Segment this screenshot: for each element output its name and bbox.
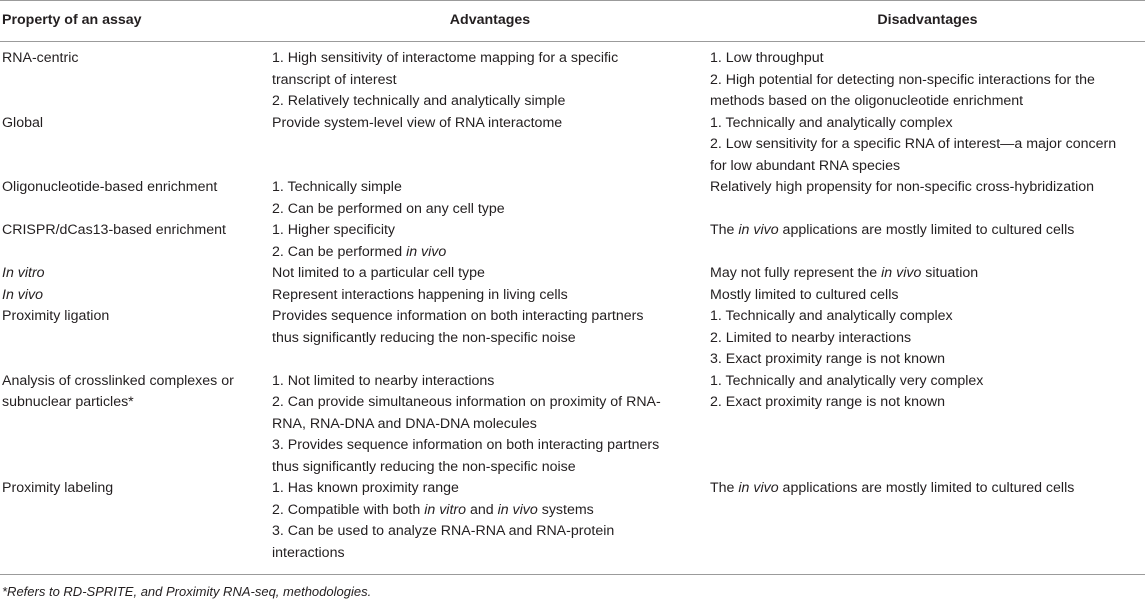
cell-line: methods based on the oligonucleotide enrichment xyxy=(710,93,1024,109)
header-property: Property of an assay xyxy=(0,1,270,42)
cell-line: Proximity ligation xyxy=(2,308,110,324)
cell-disadvantages xyxy=(708,177,1145,220)
cell-property xyxy=(0,371,270,479)
cell-line: Proximity labeling xyxy=(2,480,114,496)
cell-line: 1. High sensitivity of interactome mapping for a specific xyxy=(272,50,619,66)
cell-line: 1. Has known proximity range xyxy=(272,480,459,496)
cell-line: The in vivo applications are mostly limited to cultured cells xyxy=(710,222,1075,238)
cell-line: 1. Higher specificity xyxy=(272,222,396,238)
cell-advantages xyxy=(270,42,708,113)
cell-property xyxy=(0,42,270,113)
cell-line: for low abundant RNA species xyxy=(710,157,901,174)
cell-line: 1. Technically and analytically complex xyxy=(710,114,953,131)
cell-line: Analysis of crosslinked complexes or xyxy=(2,372,234,389)
cell-line: 2. Can be performed in vivo xyxy=(272,243,447,260)
table-footnote: *Refers to RD-SPRITE, and Proximity RNA-seq, methodologies. xyxy=(2,584,372,599)
cell-disadvantages xyxy=(708,285,1145,307)
cell-line: thus significantly reducing the non-specific noise xyxy=(272,329,576,346)
cell-disadvantages xyxy=(708,113,1145,178)
cell-property xyxy=(0,177,270,220)
cell-line: transcript of interest xyxy=(272,71,397,88)
cell-advantages xyxy=(270,263,708,285)
table-row xyxy=(0,177,1145,220)
cell-advantages xyxy=(270,220,708,263)
cell-advantages xyxy=(270,113,708,178)
cell-line: In vitro xyxy=(2,265,45,281)
cell-line: 1. Low throughput xyxy=(710,50,824,66)
cell-line: 2. High potential for detecting non-specific interactions for the xyxy=(710,71,1095,88)
header-advantages: Advantages xyxy=(270,1,708,42)
cell-line: 2. Relatively technically and analytically simple xyxy=(272,93,566,109)
cell-disadvantages xyxy=(708,263,1145,285)
cell-advantages xyxy=(270,177,708,220)
cell-line: subnuclear particles* xyxy=(2,394,134,410)
table-row xyxy=(0,113,1145,178)
header-disadvantages: Disadvantages xyxy=(708,1,1145,42)
cell-property xyxy=(0,220,270,263)
cell-property xyxy=(0,113,270,178)
table-row xyxy=(0,478,1145,575)
cell-line: Represent interactions happening in living cells xyxy=(272,286,568,303)
cell-line: The in vivo applications are mostly limited to cultured cells xyxy=(710,480,1075,496)
cell-line: Oligonucleotide-based enrichment xyxy=(2,179,218,195)
cell-property xyxy=(0,306,270,371)
cell-line: 2. Compatible with both in vitro and in vivo systems xyxy=(272,501,594,518)
cell-line: 2. Can provide simultaneous information on proximity of RNA- xyxy=(272,394,661,410)
cell-line: Provide system-level view of RNA interactome xyxy=(272,114,563,131)
cell-line: Provides sequence information on both interacting partners xyxy=(272,308,644,324)
cell-property xyxy=(0,478,270,575)
cell-line: In vivo xyxy=(2,286,44,303)
table-row xyxy=(0,220,1145,263)
cell-line: Not limited to a particular cell type xyxy=(272,265,485,281)
cell-disadvantages xyxy=(708,220,1145,263)
cell-line: May not fully represent the in vivo situation xyxy=(710,265,979,281)
cell-line: Global xyxy=(2,114,44,131)
cell-advantages xyxy=(270,478,708,575)
cell-line: 3. Provides sequence information on both interacting partners xyxy=(272,437,660,453)
cell-line: CRISPR/dCas13-based enrichment xyxy=(2,222,226,238)
cell-line: 1. Not limited to nearby interactions xyxy=(272,372,495,389)
cell-line: interactions xyxy=(272,544,345,561)
cell-disadvantages xyxy=(708,478,1145,575)
cell-line: thus significantly reducing the non-specific noise xyxy=(272,458,576,475)
cell-line: Mostly limited to cultured cells xyxy=(710,286,899,303)
cell-line: 3. Can be used to analyze RNA-RNA and RNA-protein xyxy=(272,523,615,539)
cell-line: 2. Limited to nearby interactions xyxy=(710,329,912,346)
cell-advantages xyxy=(270,371,708,479)
cell-disadvantages xyxy=(708,306,1145,371)
cell-line: 1. Technically simple xyxy=(272,179,402,195)
table-row xyxy=(0,285,1145,307)
cell-disadvantages xyxy=(708,371,1145,479)
cell-advantages xyxy=(270,306,708,371)
cell-line: 2. Exact proximity range is not known xyxy=(710,394,945,410)
cell-line: 1. Technically and analytically very complex xyxy=(710,372,984,389)
cell-line: 1. Technically and analytically complex xyxy=(710,308,953,324)
cell-property xyxy=(0,285,270,307)
table-row xyxy=(0,263,1145,285)
cell-line: 2. Can be performed on any cell type xyxy=(272,200,505,217)
table-row xyxy=(0,306,1145,371)
cell-property xyxy=(0,263,270,285)
table-row xyxy=(0,42,1145,113)
cell-line: RNA, RNA-DNA and DNA-DNA molecules xyxy=(272,415,537,432)
cell-line: 3. Exact proximity range is not known xyxy=(710,351,945,367)
cell-line: RNA-centric xyxy=(2,50,79,66)
cell-line: Relatively high propensity for non-specific cross-hybridization xyxy=(710,179,1095,195)
table-row xyxy=(0,371,1145,479)
header-row xyxy=(0,1,1145,42)
cell-disadvantages xyxy=(708,42,1145,113)
cell-advantages xyxy=(270,285,708,307)
cell-line: 2. Low sensitivity for a specific RNA of interest—a major concern xyxy=(710,136,1117,152)
